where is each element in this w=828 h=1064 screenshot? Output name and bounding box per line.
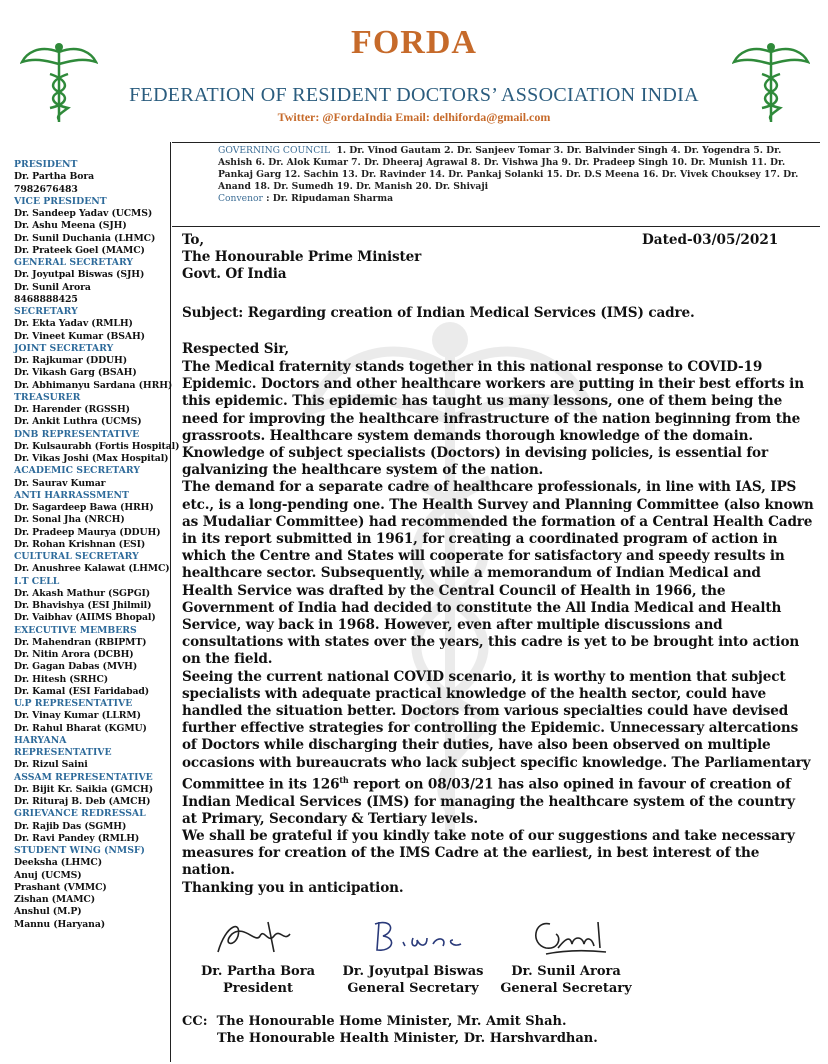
sidebar-heading: ASSAM REPRESENTATIVE	[14, 771, 153, 783]
to-line: To,	[182, 232, 204, 248]
sidebar-person: Zishan (MAMC)	[14, 894, 96, 905]
signatory-title: General Secretary	[500, 981, 632, 996]
letter-date: Dated-03/05/2021	[642, 232, 779, 248]
org-contact: Twitter: @FordaIndia Email: delhiforda@gmail.com	[277, 110, 551, 124]
sidebar-heading: HARYANA	[14, 734, 67, 746]
sidebar-person: Mannu (Haryana)	[14, 918, 106, 930]
sidebar-person: Dr. Abhimanyu Sardana (HRH)	[14, 379, 173, 391]
paragraph: The demand for a separate cadre of healthcare professionals, in line with IAS, IPS etc., is a long-pending one. The Health Survey and Planning Committee (also known as Mudaliar Committee) had recommended the formation of a Central Health Cadre in its report submitted in 1961, for creating a coordinated program of action in which the Centre and States will cooperate for satisfactory and speedy results in healthcare sector. Subsequently, while a memorandum of Indian Medical and Health Service was drafted by the Central Council of Health in 1966, the Government of India had decided to constitute the All India Medical and Health Service, way back in 1968. However, even after multiple discussions and consultations with states over the years, this cadre is yet to be brought into action on the field.	[182, 479, 814, 668]
sidebar-person: Dr. Rituraj B. Deb (AMCH)	[14, 796, 151, 807]
sidebar-person: Dr. Vaibhav (AIIMS Bhopal)	[14, 612, 156, 624]
sidebar-person: Dr. Sandeep Yadav (UCMS)	[14, 208, 153, 219]
sidebar-heading: ANTI HARRASSMENT	[14, 489, 129, 501]
sidebar-person: Dr. Partha Bora	[14, 171, 95, 183]
office-bearers-sidebar	[14, 159, 180, 931]
ordinal-suffix: th	[339, 774, 349, 785]
paragraph: The Medical fraternity stands together in this national response to COVID-19 Epidemic. Doctors and other healthcare workers are putting in their best efforts in this epidemic. This epidemic has taught us many lessons, one of them being the need for improving the healthcare infrastructure of the nation beginning from the grassroots. Healthcare system demands thorough knowledge of the domain. Knowledge of subject specialists (Doctors) in devising policies, is essential for galvanizing the healthcare system of the nation.	[182, 359, 804, 479]
sidebar-person: Dr. Rajkumar (DDUH)	[14, 355, 128, 366]
sidebar-heading: TREASURER	[14, 391, 81, 403]
signatory-block	[340, 914, 486, 997]
caduceus-logo-right-icon	[732, 38, 810, 126]
sidebar-person: Dr. Mahendran (RBIPMT)	[14, 636, 147, 648]
sidebar-person: Dr. Ekta Yadav (RMLH)	[14, 318, 133, 330]
sidebar-heading: U.P REPRESENTATIVE	[14, 698, 133, 709]
letter-subject: Subject: Regarding creation of Indian Medical Services (IMS) cadre.	[182, 305, 695, 321]
sidebar-person: Dr. Ravi Pandey (RMLH)	[14, 832, 140, 844]
sidebar-person: Dr. Prateek Goel (MAMC)	[14, 244, 145, 256]
sidebar-person: Dr. Sunil Duchania (LHMC)	[14, 232, 156, 244]
sidebar-divider	[170, 142, 171, 1062]
sidebar-person: Dr. Akash Mathur (SGPGI)	[14, 587, 151, 599]
council-rule	[172, 226, 820, 227]
recipient-line: The Honourable Prime Minister	[182, 249, 422, 266]
sidebar-heading: GENERAL SECRETARY	[14, 257, 134, 268]
sidebar-person: Prashant (VMMC)	[14, 881, 107, 893]
signature-partha-icon	[198, 914, 318, 958]
cc-block	[182, 1013, 598, 1047]
paragraph: We shall be grateful if you kindly take note of our suggestions and take necessary measures for creation of the IMS Cadre at the earliest, in best interest of the nation.	[182, 828, 795, 879]
sidebar-heading: STUDENT WING (NMSF)	[14, 845, 145, 856]
sidebar-heading: GRIEVANCE REDRESSAL	[14, 808, 146, 820]
sidebar-heading: DNB REPRESENTATIVE	[14, 428, 140, 440]
signatory-block	[500, 914, 632, 997]
sidebar-person: Anshul (M.P)	[14, 906, 82, 918]
sidebar-person: Dr. Anushree Kalawat (LHMC)	[14, 563, 170, 575]
sidebar-heading: I.T CELL	[14, 575, 60, 587]
sidebar-person: Dr. Hitesh (SRHC)	[14, 673, 109, 685]
signature-biswas-icon	[353, 914, 473, 958]
header-rule	[172, 142, 820, 143]
sidebar-person: Dr. Harender (RGSSH)	[14, 404, 130, 415]
sidebar-person: Dr. Vikas Joshi (Max Hospital)	[14, 453, 169, 464]
sidebar-person: Dr. Vineet Kumar (BSAH)	[14, 330, 145, 342]
sidebar-person: Dr. Nitin Arora (DCBH)	[14, 649, 134, 660]
council-label: GOVERNING COUNCIL	[218, 145, 331, 156]
council-members: 1. Dr. Vinod Gautam 2. Dr. Sanjeev Tomar 3. Dr. Balvinder Singh 4. Dr. Yogendra 5. Dr. Ashish 6. Dr. Alok Kumar 7. Dr. Dheeraj Agrawal 8. Dr. Vishwa Jha 9. Dr. Pradeep Singh 10. Dr. Munish 11. Dr. Pankaj Garg 12. Sachin 13. Dr. Ravinder 14. Dr. Pankaj Solanki 15. Dr. D.S Meena 16. Dr. Vivek Chouksey 17. Dr. Anand 18. Dr. Sumedh 19. Dr. Manish 20. Dr. Shivaji	[218, 145, 799, 193]
closing-line: Thanking you in anticipation.	[182, 879, 404, 896]
paragraph	[182, 669, 814, 828]
sidebar-person: 8468888425	[14, 293, 78, 305]
sidebar-person: Deeksha (LHMC)	[14, 857, 102, 869]
salutation: Respected Sir,	[182, 341, 289, 357]
signatory-title: General Secretary	[347, 981, 479, 996]
sidebar-person: 7982676483	[14, 183, 78, 195]
recipient-line: Govt. Of India	[182, 266, 287, 283]
cc-recipient: The Honourable Health Minister, Dr. Harshvardhan.	[217, 1031, 598, 1046]
sidebar-person: Dr. Sonal Jha (NRCH)	[14, 514, 125, 526]
letter-body	[182, 359, 814, 897]
sidebar-heading: CULTURAL SECRETARY	[14, 551, 139, 562]
sidebar-person: Dr. Rizul Saini	[14, 759, 88, 771]
sidebar-person: Dr. Rahul Bharat (KGMU)	[14, 722, 147, 734]
sidebar-heading: REPRESENTATIVE	[14, 747, 112, 758]
signatory-name: Dr. Partha Bora	[200, 964, 316, 979]
sidebar-person: Dr. Ashu Meena (SJH)	[14, 220, 127, 232]
sidebar-person: Dr. Kulsaurabh (Fortis Hospital)	[14, 440, 180, 452]
sidebar-person: Dr. Bijit Kr. Saikia (GMCH)	[14, 783, 154, 795]
sidebar-person: Dr. Vinay Kumar (LLRM)	[14, 710, 141, 722]
governing-council	[218, 145, 810, 205]
sidebar-heading: EXECUTIVE MEMBERS	[14, 624, 137, 636]
sidebar-person: Dr. Rajib Das (SGMH)	[14, 820, 127, 832]
caduceus-logo-left-icon	[20, 38, 98, 126]
paragraph-text: report on 08/03/21 has also opined in favour of creation of Indian Medical Services (IMS) for managing the healthcare system of the country at Primary, Secondary & Tertiary levels.	[182, 776, 795, 827]
sidebar-person: Dr. Ankit Luthra (UCMS)	[14, 416, 142, 428]
sidebar-heading: ACADEMIC SECRETARY	[14, 465, 140, 477]
signatory-name: Dr. Sunil Arora	[511, 964, 621, 979]
addressee-block	[182, 232, 421, 284]
signatory-title: President	[223, 981, 293, 996]
sidebar-person: Anuj (UCMS)	[14, 869, 82, 881]
paragraph-text: Seeing the current national COVID scenario, it is worthy to mention that subject specialists with adequate practical knowledge of the health sector, could have handled the situation better. Doctors from various specialties could have devised further effective strategies for controlling the Epidemic. Unnecessary altercations of Doctors while discharging their duties, have also been observed on multiple occasions with bureaucrats who lack subject specific knowledge. The Parliamentary Committee in its 126	[182, 668, 811, 793]
sidebar-heading: VICE PRESIDENT	[14, 195, 107, 207]
sidebar-person: Dr. Kamal (ESI Faridabad)	[14, 685, 150, 697]
cc-label: CC:	[182, 1014, 208, 1029]
cc-line	[182, 1030, 598, 1047]
sidebar-person: Dr. Saurav Kumar	[14, 477, 106, 489]
sidebar-person: Dr. Sunil Arora	[14, 281, 91, 293]
cc-recipient: The Honourable Home Minister, Mr. Amit Shah.	[216, 1014, 567, 1029]
sidebar-heading: SECRETARY	[14, 306, 78, 317]
convenor-label: Convenor	[218, 193, 263, 205]
signatory-name: Dr. Joyutpal Biswas	[342, 964, 484, 979]
org-full-name: FEDERATION OF RESIDENT DOCTORS’ ASSOCIATION INDIA	[129, 84, 699, 106]
sidebar-heading: JOINT SECRETARY	[14, 342, 114, 354]
sidebar-heading: PRESIDENT	[14, 159, 78, 170]
cc-line	[182, 1013, 598, 1030]
convenor-name: : Dr. Ripudaman Sharma	[266, 193, 394, 205]
signatory-block	[192, 914, 324, 997]
sidebar-person: Dr. Joyutpal Biswas (SJH)	[14, 269, 145, 281]
signature-sunil-icon	[506, 914, 626, 958]
sidebar-person: Dr. Rohan Krishnan (ESI)	[14, 538, 146, 550]
sidebar-person: Dr. Vikash Garg (BSAH)	[14, 367, 137, 379]
org-title: FORDA	[351, 24, 477, 61]
sidebar-person: Dr. Bhavishya (ESI Jhilmil)	[14, 600, 152, 611]
sidebar-person: Dr. Gagan Dabas (MVH)	[14, 661, 138, 673]
sidebar-person: Dr. Pradeep Maurya (DDUH)	[14, 526, 161, 538]
sidebar-person: Dr. Sagardeep Bawa (HRH)	[14, 502, 154, 513]
